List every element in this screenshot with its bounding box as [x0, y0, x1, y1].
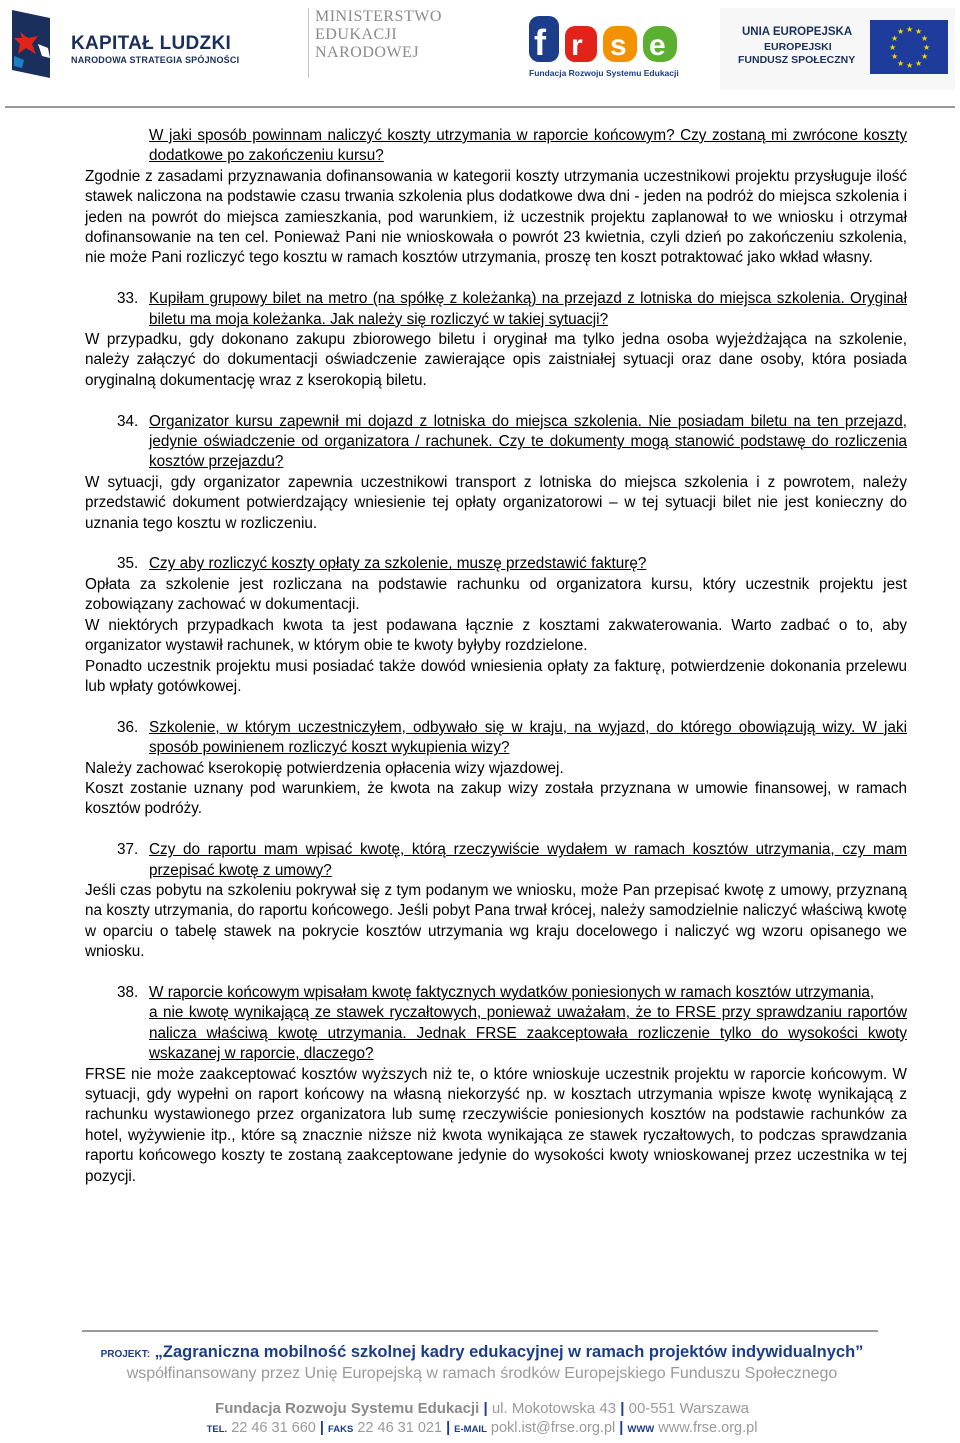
question-38-cont: a nie kwotę wynikającą ze stawek ryczałtowych, ponieważ uważałam, że to FRSE przy sprawdzaniu raportów nalicza właściwą kwotę utrzymania. Jednak FRSE zaakceptowała rozliczenie tylko do wysokości kwoty wskazanej w raporcie, dlaczego? [149, 1004, 907, 1063]
email-label: E-MAIL [454, 1424, 487, 1435]
answer-35-p1: Opłata za szkolenie jest rozliczana na podstawie rachunku od organizatora kursu, który uczestnik projektu jest zobowiązany zachować w dokumentacji. [85, 575, 907, 614]
svg-text:★: ★ [897, 27, 905, 36]
email-link[interactable]: pokl.ist@frse.org.pl [490, 1420, 616, 1436]
question-text: Czy do raportu mam wpisać kwotę, którą rzeczywiście wydałem w ramach kosztów utrzymania, czy mam przepisać kwotę z umowy? [149, 841, 907, 879]
footer-address: Fundacja Rozwoju Systemu Edukacji | ul. Mokotowska 43 | 00-551 Warszawa [215, 1400, 749, 1417]
kapital-ludzki-title: KAPITAŁ LUDZKI [71, 33, 232, 54]
question-38 [117, 983, 907, 1003]
footer-contact: TEL. 22 46 31 660 | FAKS 22 46 31 021 | E-MAIL pokl.ist@frse.org.pl | WWW www.frse.org.pl [206, 1420, 758, 1436]
eu-stars-icon [870, 20, 948, 74]
answer-38: FRSE nie może zaakceptować kosztów wyższych niż te, o które wnioskuje uczestnik projektu w raporcie końcowym. W sytuacji, gdy wypełni on raport końcowy na własną niekorzyść np. w kosztach utrzymania wpisze kwotę wynikającą z rachunku wystawionego przez organizatora lub sumę rzeczywiście poniesionych kosztów na podstawie rachunków za hotel, wyżywienie itp., które są znacznie niższe niż kwota wynikająca ze stawek ryczałtowych, to podczas sprawdzania raportu końcowego koszty te zostaną zaakceptowane jedynie do wysokości kwoty wnioskowanej przez uczestnika w tej pozycji. [85, 1065, 907, 1185]
eu-logo [720, 8, 955, 90]
answer-36-p1: Należy zachować kserokopię potwierdzenia opłacenia wizy wjazdowej. [85, 759, 564, 777]
svg-text:s: s [610, 29, 627, 62]
svg-text:★: ★ [891, 34, 899, 43]
answer-36-p2: Koszt zostanie uznany pod warunkiem, że kwota na zakup wizy została przyznana w umowie finansowej, w ramach kosztów podróży. [85, 779, 907, 818]
question-number: 35. [117, 555, 139, 573]
page-header [0, 0, 960, 108]
svg-text:★: ★ [906, 25, 914, 34]
question-number: 38. [117, 983, 139, 1001]
www-label: WWW [627, 1424, 655, 1435]
question-33 [117, 289, 907, 330]
question-text: Szkolenie, w którym uczestniczyłem, odbywało się w kraju, na wyjazd, do którego obowiązują wizy. W jaki sposób powinienem rozliczyć koszt wykupienia wizy? [149, 718, 907, 757]
frse-subtitle: Fundacja Rozwoju Systemu Edukacji [529, 68, 679, 78]
eu-line: EUROPEJSKI [764, 41, 832, 53]
svg-text:★: ★ [897, 59, 905, 68]
svg-text:★: ★ [921, 34, 929, 43]
project-title: „Zagraniczna mobilność szkolnej kadry edukacyjnej w ramach projektów indywidualnych” [154, 1343, 864, 1361]
question-text: Czy aby rozliczyć koszty opłaty za szkolenie, muszę przedstawić fakturę? [149, 555, 647, 573]
question-37 [117, 840, 907, 881]
question-number: 36. [117, 718, 139, 736]
footer-cofinanced: współfinansowany przez Unię Europejską w ramach środków Europejskiego Funduszu Społecznego [126, 1365, 838, 1382]
answer-35-p3: Ponadto uczestnik projektu musi posiadać także dowód wniesienia opłaty za fakturę, potwierdzenie dokonania przelewu lub wpłaty gotówkowej. [85, 657, 907, 695]
answer-37: Jeśli czas pobytu na szkoleniu pokrywał się z tym podanym we wniosku, może Pan przepisać kwotę z umowy, przyznaną na koszty utrzymania, do raportu końcowego. Jeśli pobyt Pana trwał krócej, należy samodzielnie naliczyć właściwą kwotę w oparciu o tabelę stawek na pokrycie kosztów utrzymania wg kraju docelowego i naliczyć wg wzoru opisanego we wniosku. [85, 881, 907, 961]
fax-label: FAKS [327, 1424, 354, 1435]
kapital-ludzki-emblem-icon [8, 8, 58, 80]
header-divider [5, 106, 955, 108]
www-link[interactable]: www.frse.org.pl [658, 1420, 758, 1436]
fax-value: 22 46 31 021 [357, 1420, 443, 1436]
question-number: 34. [117, 412, 139, 430]
answer-32: Zgodnie z zasadami przyznawania dofinansowania w kategorii koszty utrzymania uczestnikowi projektu przysługuje ilość stawek naliczona na podstawie czasu trwania szkolenia plus dodatkowe dwa dni - jeden na podróż do miejsca szkolenia i jeden na powrót do miejsca zamieszkania, pod warunkiem, iż uczestnik projektu zaplanował to we wniosku i otrzymał dofinansowanie na ten cel. Ponieważ Pani nie wnioskowała o powrót 23 kwietnia, czyli dzień po zakończeniu szkolenia, nie może Pani rozliczyć tego kosztu w ramach kosztów utrzymania, proszę ten koszt potraktować jako wkład własny. [85, 167, 907, 267]
kapital-ludzki-subtitle: NARODOWA STRATEGIA SPÓJNOŚCI [71, 55, 240, 65]
question-text: W raporcie końcowym wpisałam kwotę faktycznych wydatków poniesionych w ramach kosztów utrzymania, [149, 983, 875, 1001]
ministerstwo-line: NARODOWEJ [315, 44, 420, 61]
question-35 [117, 554, 907, 574]
ministerstwo-logo [308, 8, 465, 78]
tel-value: 22 46 31 660 [231, 1420, 316, 1436]
project-label: PROJEKT: [100, 1349, 151, 1360]
question-34 [117, 412, 907, 473]
answer-33: W przypadku, gdy dokonano zakupu zbiorowego biletu i oryginał ma tylko jedna osoba wyjeżdżająca na szkolenie, należy załączyć do dokumentacji oświadczenie zawierające opis zaistniałej sytuacji oraz dane osoby, która posiada oryginalną dokumentację wraz z kserokopią biletu. [85, 331, 907, 389]
svg-text:r: r [571, 29, 583, 62]
kapital-ludzki-logo [8, 8, 258, 88]
eu-line: UNIA EUROPEJSKA [742, 26, 853, 38]
footer-project [82, 1343, 882, 1362]
tel-label: TEL. [206, 1424, 228, 1435]
svg-text:★: ★ [915, 59, 923, 68]
svg-text:★: ★ [923, 43, 931, 52]
eu-flag-icon [870, 20, 948, 74]
org-address: ul. Mokotowska 43 [491, 1400, 617, 1417]
question-text: Organizator kursu zapewnił mi dojazd z lotniska do miejsca szkolenia. Nie posiadam biletu na ten przejazd, jedynie oświadczenie od organizatora / rachunek. Czy te dokumenty mogą stanowić podstawę do rozliczenia kosztów przejazdu? [149, 412, 907, 471]
question-number: 37. [117, 841, 139, 859]
svg-text:★: ★ [915, 27, 923, 36]
frse-logo [525, 8, 695, 88]
svg-text:e: e [649, 29, 666, 62]
eu-line: FUNDUSZ SPOŁECZNY [738, 54, 856, 66]
question-36 [117, 718, 907, 759]
question-number: 33. [117, 290, 139, 308]
document-body [85, 126, 907, 1187]
ministerstwo-line: EDUKACJI [315, 26, 398, 43]
page-footer [0, 1330, 960, 1443]
footer-divider [82, 1330, 878, 1332]
answer-34: W sytuacji, gdy organizator zapewnia uczestnikowi transport z lotniska do miejsca szkolenia i z powrotem, należy przedstawić dokument potwierdzający wniesienie tej opłaty organizatorowi – w tej sytuacji bilet nie jest konieczny do uznania tego kosztu w rozliczeniu. [85, 473, 907, 532]
ministerstwo-line: MINISTERSTWO [315, 8, 442, 25]
svg-text:★: ★ [889, 43, 897, 52]
question-32: W jaki sposób powinnam naliczyć koszty utrzymania w raporcie końcowym? Czy zostaną mi zwrócone koszty dodatkowe po zakończeniu kursu? [149, 127, 907, 165]
svg-text:f: f [534, 22, 546, 63]
org-postal: 00-551 Warszawa [628, 1400, 749, 1417]
svg-text:★: ★ [891, 52, 899, 61]
answer-35-p2: W niektórych przypadkach kwota ta jest podawana łącznie z kosztami zakwaterowania. Warto zadbać o to, aby organizator wystawił rachunek, w którym obie te kwoty byłyby rozdzielone. [85, 616, 907, 655]
svg-text:★: ★ [906, 61, 914, 70]
frse-wordmark-icon [525, 8, 690, 66]
svg-text:★: ★ [921, 52, 929, 61]
question-text: Kupiłam grupowy bilet na metro (na spółkę z koleżanką) na przejazd z lotniska do miejsca szkolenia. Oryginał biletu ma moja koleżanka. Jak należy się rozliczyć w takiej sytuacji? [149, 290, 907, 328]
org-name: Fundacja Rozwoju Systemu Edukacji [215, 1400, 480, 1417]
